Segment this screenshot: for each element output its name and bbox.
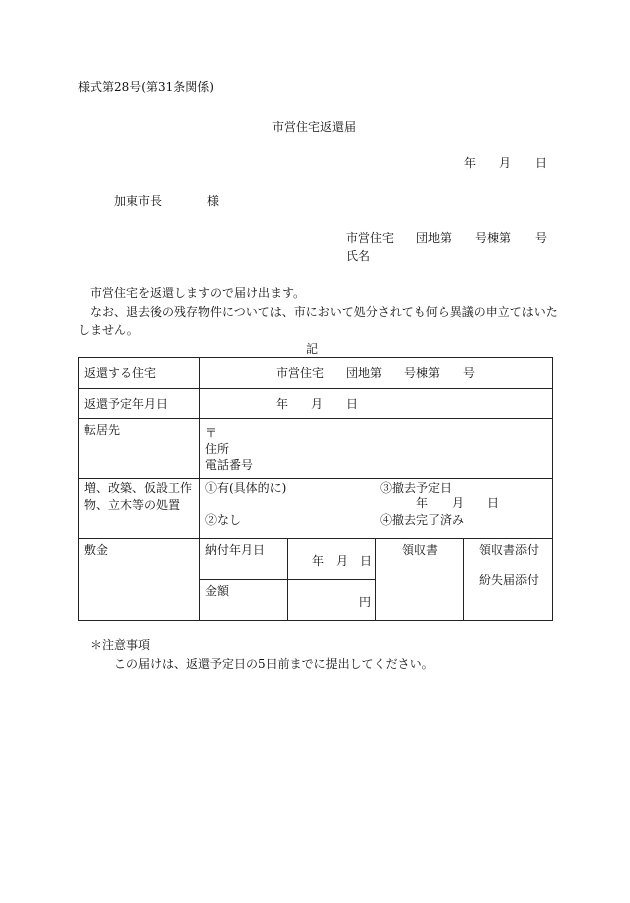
row1-room: 号 [463, 366, 476, 380]
label-new-address: 転居先 [84, 423, 121, 437]
body-line-3: しません。 [78, 323, 139, 337]
label-cell [79, 539, 200, 621]
option-removal-planned: ③撤去予定日 [380, 481, 453, 495]
receipt-cell [376, 539, 464, 621]
value-cell[interactable] [200, 358, 553, 389]
amount-label-cell [200, 580, 288, 621]
value-cell[interactable] [200, 389, 553, 419]
amount-label: 金額 [205, 584, 230, 598]
notes-header: ＊注意事項 [90, 638, 151, 652]
option-none: ②なし [205, 513, 242, 527]
label-deposit: 敷金 [84, 543, 109, 557]
label-cell [79, 389, 200, 419]
label-improvements-1: 増、改築、仮設工作 [84, 481, 193, 495]
row2-year: 年 [276, 397, 289, 411]
ki-label: 記 [306, 342, 319, 356]
body-line-2: なお、退去後の残存物件については、市において処分されても何ら異議の申立てはいた [90, 305, 558, 319]
label-cell [79, 358, 200, 389]
receipt-label: 領収書 [402, 543, 439, 557]
payment-date-value-cell[interactable] [288, 539, 376, 580]
applicant-block: 号棟第 [475, 231, 512, 245]
value-cell[interactable] [200, 479, 553, 539]
pay-year: 年 [312, 554, 325, 568]
option-removal-completed: ④撤去完了済み [380, 513, 465, 527]
notes-text: この届けは、返還予定日の5日前までに提出してください。 [114, 657, 434, 671]
pay-month: 月 [336, 554, 349, 568]
removal-month: 月 [452, 496, 465, 510]
form-number: 様式第28号(第31条関係) [78, 80, 214, 94]
removal-year: 年 [416, 496, 429, 510]
applicant-room: 号 [535, 231, 548, 245]
value-cell[interactable] [200, 419, 553, 479]
label-returning-housing: 返還する住宅 [84, 366, 157, 380]
addressee-honorific: 様 [207, 194, 220, 208]
address-label: 住所 [205, 442, 230, 456]
removal-day: 日 [487, 496, 500, 510]
row-returning-housing [79, 358, 553, 389]
row2-month: 月 [311, 397, 324, 411]
pay-day: 日 [360, 554, 373, 568]
row1-danchi: 団地第 [346, 366, 383, 380]
applicant-housing-label: 市営住宅 [346, 231, 395, 245]
label-return-date: 返還予定年月日 [84, 397, 169, 411]
loss-report-attached-label: 紛失届添付 [479, 573, 540, 587]
label-improvements-2: 物、立木等の処置 [84, 498, 181, 512]
body-line-1: 市営住宅を返還しますので届け出ます。 [90, 286, 306, 300]
row-return-date [79, 389, 553, 419]
row2-day: 日 [346, 397, 359, 411]
label-cell [79, 479, 200, 539]
row1-housing: 市営住宅 [276, 366, 325, 380]
phone-label: 電話番号 [205, 458, 254, 472]
date-day: 日 [535, 156, 548, 170]
applicant-name-label: 氏名 [346, 249, 371, 263]
postal-mark: 〒 [205, 426, 218, 440]
row-new-address [79, 419, 553, 479]
date-year: 年 [464, 156, 477, 170]
amount-value-cell[interactable] [288, 580, 376, 621]
date-month: 月 [499, 156, 512, 170]
page-title: 市営住宅返還届 [272, 120, 357, 134]
yen-label: 円 [359, 595, 372, 609]
label-cell [79, 419, 200, 479]
row-improvements [79, 479, 553, 539]
receipt-attached-label: 領収書添付 [479, 543, 540, 557]
receipt-status-cell[interactable] [464, 539, 553, 621]
return-form-table [78, 357, 553, 621]
row1-block: 号棟第 [404, 366, 441, 380]
addressee-name: 加東市長 [114, 194, 163, 208]
payment-date-label: 納付年月日 [205, 543, 266, 557]
applicant-danchi: 団地第 [416, 231, 453, 245]
row-deposit-top [79, 539, 553, 580]
option-exists: ①有(具体的に) [205, 481, 287, 495]
payment-date-label-cell [200, 539, 288, 580]
